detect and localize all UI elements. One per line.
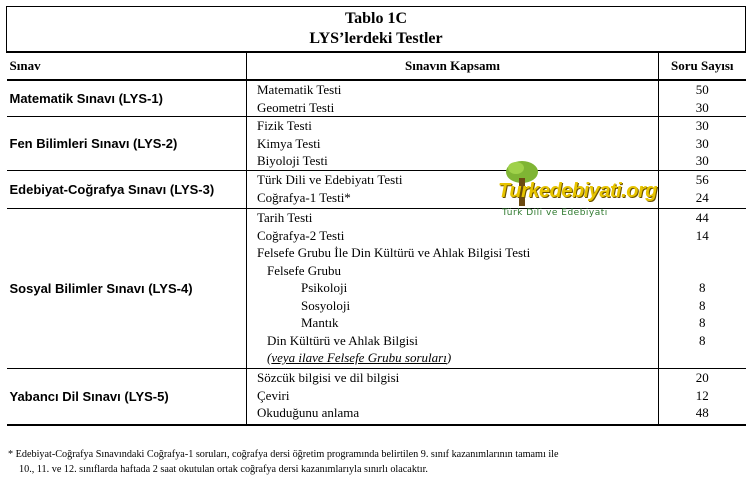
question-count: 56 <box>695 172 709 187</box>
header-exam: Sınav <box>7 52 247 80</box>
table-header-row <box>7 52 746 80</box>
exam-name: Matematik Sınavı (LYS-1) <box>7 80 247 117</box>
exam-group-row <box>7 369 746 425</box>
test-name: Kimya Testi <box>257 135 321 151</box>
test-name: Din Kültürü ve Ahlak Bilgisi <box>267 332 418 348</box>
question-count: 44 <box>695 210 709 225</box>
footnote-line-1: * Edebiyat-Coğrafya Sınavındaki Coğrafya-1 soruları, coğrafya dersi öğretim programında belirtilen 9. sınıf kazanımlarının tamamı ile <box>8 449 559 460</box>
exam-group-row <box>7 117 746 171</box>
question-count: 8 <box>699 332 706 348</box>
test-name: Psikoloji <box>301 280 348 295</box>
question-count: 12 <box>695 387 709 403</box>
watermark-logo <box>494 158 657 226</box>
exam-name: Sosyal Bilimler Sınavı (LYS-4) <box>7 209 247 369</box>
exam-question-counts <box>659 80 746 117</box>
test-name: Türk Dili ve Edebiyatı Testi <box>257 172 403 187</box>
footnote-line-2: 10., 11. ve 12. sınıflarda haftada 2 saat okutulan ortak coğrafya dersi kazanımlarıyla sınırlı olacaktır. <box>19 464 428 475</box>
test-name: Geometri Testi <box>257 99 335 115</box>
test-name: Coğrafya-2 Testi <box>257 227 345 243</box>
test-name: (veya ilave Felsefe Grubu soruları) <box>267 350 452 365</box>
title-line-1: Tablo 1C <box>344 10 408 27</box>
title-line-2: LYS’lerdeki Testler <box>309 30 443 47</box>
test-name: Mantık <box>301 315 339 330</box>
exam-question-counts <box>659 171 746 209</box>
exam-question-counts <box>659 117 746 171</box>
exam-group-row <box>7 209 746 369</box>
exam-name: Yabancı Dil Sınavı (LYS-5) <box>7 369 247 425</box>
test-name: Felsefe Grubu <box>267 262 342 278</box>
exam-scope <box>247 80 659 117</box>
test-name: Sözcük bilgisi ve dil bilgisi <box>257 370 400 385</box>
question-count <box>659 244 746 262</box>
watermark-subtitle: Türk Dili ve Edebiyatı <box>502 208 608 218</box>
question-count: 8 <box>699 280 706 295</box>
question-count: 30 <box>695 153 709 168</box>
test-name: Biyoloji Testi <box>257 153 328 168</box>
lys-tests-table <box>6 6 746 426</box>
question-count: 24 <box>695 189 709 205</box>
question-count: 8 <box>699 297 706 313</box>
question-count: 30 <box>695 135 709 151</box>
test-name: Sosyoloji <box>301 297 351 313</box>
question-count: 14 <box>695 227 709 243</box>
test-name: Fizik Testi <box>257 118 312 133</box>
question-count: 30 <box>695 118 709 133</box>
test-name: Tarih Testi <box>257 210 313 225</box>
question-count: 20 <box>695 370 709 385</box>
question-count <box>659 262 746 280</box>
table-title <box>7 7 746 53</box>
exam-name: Edebiyat-Coğrafya Sınavı (LYS-3) <box>7 171 247 209</box>
header-count: Soru Sayısı <box>659 52 746 80</box>
table-container <box>6 6 745 426</box>
question-count: 50 <box>695 82 709 97</box>
table-title-row <box>7 7 746 53</box>
test-name: Felsefe Grubu İle Din Kültürü ve Ahlak Bilgisi Testi <box>257 245 531 260</box>
question-count <box>659 349 746 367</box>
exam-scope <box>247 209 659 369</box>
test-name: Okuduğunu anlama <box>257 405 360 420</box>
question-count: 48 <box>695 405 709 420</box>
note-text: veya ilave Felsefe Grubu soruları <box>271 350 447 365</box>
test-name: Çeviri <box>257 387 290 403</box>
footnote <box>8 447 743 477</box>
exam-scope <box>247 369 659 425</box>
question-count: 30 <box>695 99 709 115</box>
header-scope: Sınavın Kapsamı <box>247 52 659 80</box>
exam-group-row <box>7 80 746 117</box>
watermark-brand: Turkedebiyati.org <box>498 180 657 202</box>
exam-question-counts <box>659 369 746 425</box>
test-name: Matematik Testi <box>257 82 342 97</box>
exam-name: Fen Bilimleri Sınavı (LYS-2) <box>7 117 247 171</box>
question-count: 8 <box>699 315 706 330</box>
test-name: Coğrafya-1 Testi* <box>257 189 351 205</box>
exam-question-counts <box>659 209 746 369</box>
